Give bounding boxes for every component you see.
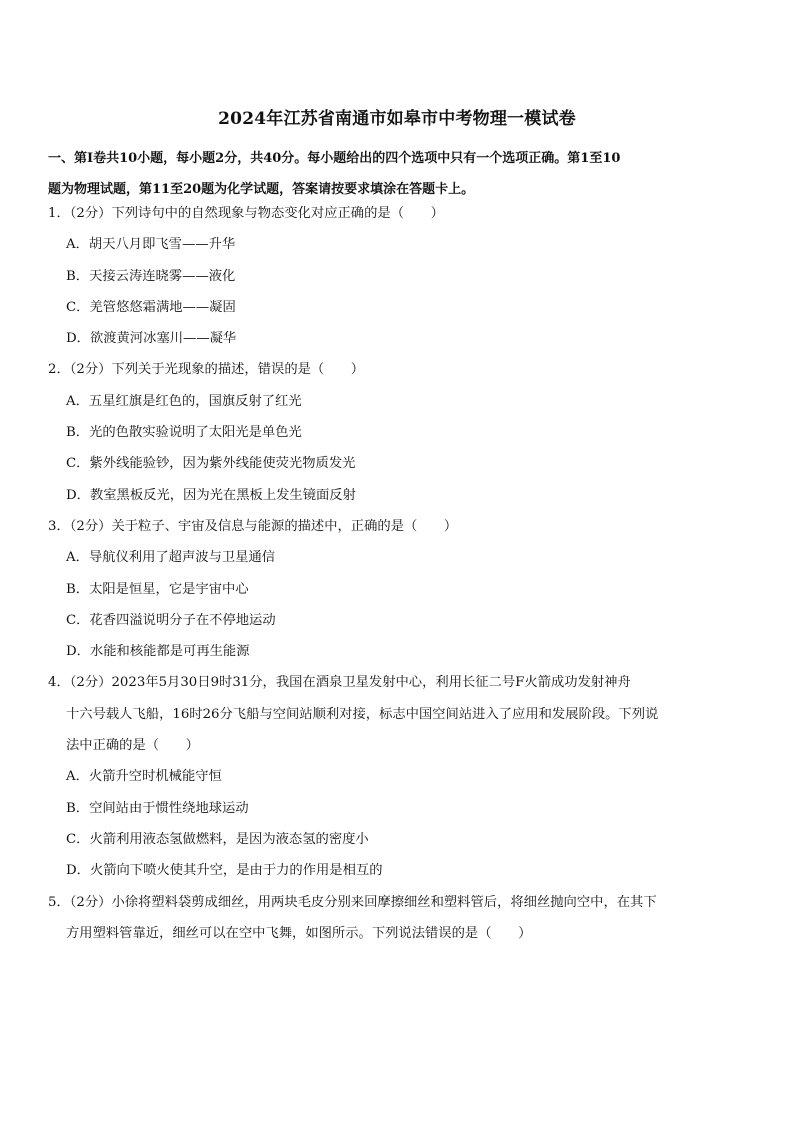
option-d: D．教室黑板反光，因为光在黑板上发生镜面反射 [66,487,356,503]
option-d: D．水能和核能都是可再生能源 [66,644,250,660]
section-instructions-line-1: 一、第Ⅰ卷共10小题，每小题2分，共40分。每小题给出的四个选项中只有一个选项正确。第1至10 [48,151,621,166]
question-stem: 5．（2分）小徐将塑料袋剪成细丝，用两块毛皮分别来回摩擦细丝和塑料管后，将细丝抛向空中，在其下 [48,894,657,910]
option-d: D．火箭向下喷火使其升空，是由于力的作用是相互的 [66,863,383,879]
option-c: C．火箭利用液态氢做燃料，是因为液态氢的密度小 [66,831,369,847]
question-stem: 1．（2分）下列诗句中的自然现象与物态变化对应正确的是（ ） [48,206,444,221]
option-a: A．导航仪利用了超声波与卫星通信 [66,550,276,566]
option-b: B．光的色散实验说明了太阳光是单色光 [66,425,302,441]
section-instructions-line-2: 题为物理试题，第11至20题为化学试题，答案请按要求填涂在答题卡上。 [48,182,475,197]
option-b: B．天接云涛连晓雾——液化 [66,268,236,284]
section-instructions [48,143,748,205]
question-list [48,198,756,949]
question-stem-continued: 方用塑料管靠近，细丝可以在空中飞舞，如图所示。下列说法错误的是（ ） [66,925,532,941]
option-a: A．火箭升空时机械能守恒 [66,769,222,785]
option-b: B．空间站由于惯性绕地球运动 [66,800,249,816]
question-1 [48,198,756,354]
question-4 [48,667,756,886]
question-stem: 3．（2分）关于粒子、宇宙及信息与能源的描述中，正确的是（ ） [48,518,458,534]
option-d: D．欲渡黄河冰塞川——凝华 [66,331,237,347]
option-a: A．五星红旗是红色的，国旗反射了红光 [66,393,302,409]
question-5 [48,887,756,950]
question-2 [48,354,756,510]
option-c: C．紫外线能验钞，因为紫外线能使荧光物质发光 [66,456,356,472]
page-title: 2024年江苏省南通市如皋市中考物理一模试卷 [218,109,576,129]
option-b: B．太阳是恒星，它是宇宙中心 [66,581,249,597]
option-a: A．胡天八月即飞雪——升华 [66,237,236,253]
question-stem-continued: 法中正确的是（ ） [66,738,199,754]
question-3 [48,511,756,667]
question-stem: 2．（2分）下列关于光现象的描述，错误的是（ ） [48,362,365,378]
question-stem-continued: 十六号载人飞船，16时26分飞船与空间站顺利对接，标志中国空间站进入了应用和发展阶段。下列说 [66,706,659,722]
option-c: C．羌管悠悠霜满地——凝固 [66,299,236,315]
question-stem: 4．（2分）2023年5月30日9时31分，我国在酒泉卫星发射中心，利用长征二号F火箭成功发射神舟 [48,675,631,691]
option-c: C．花香四溢说明分子在不停地运动 [66,612,276,628]
